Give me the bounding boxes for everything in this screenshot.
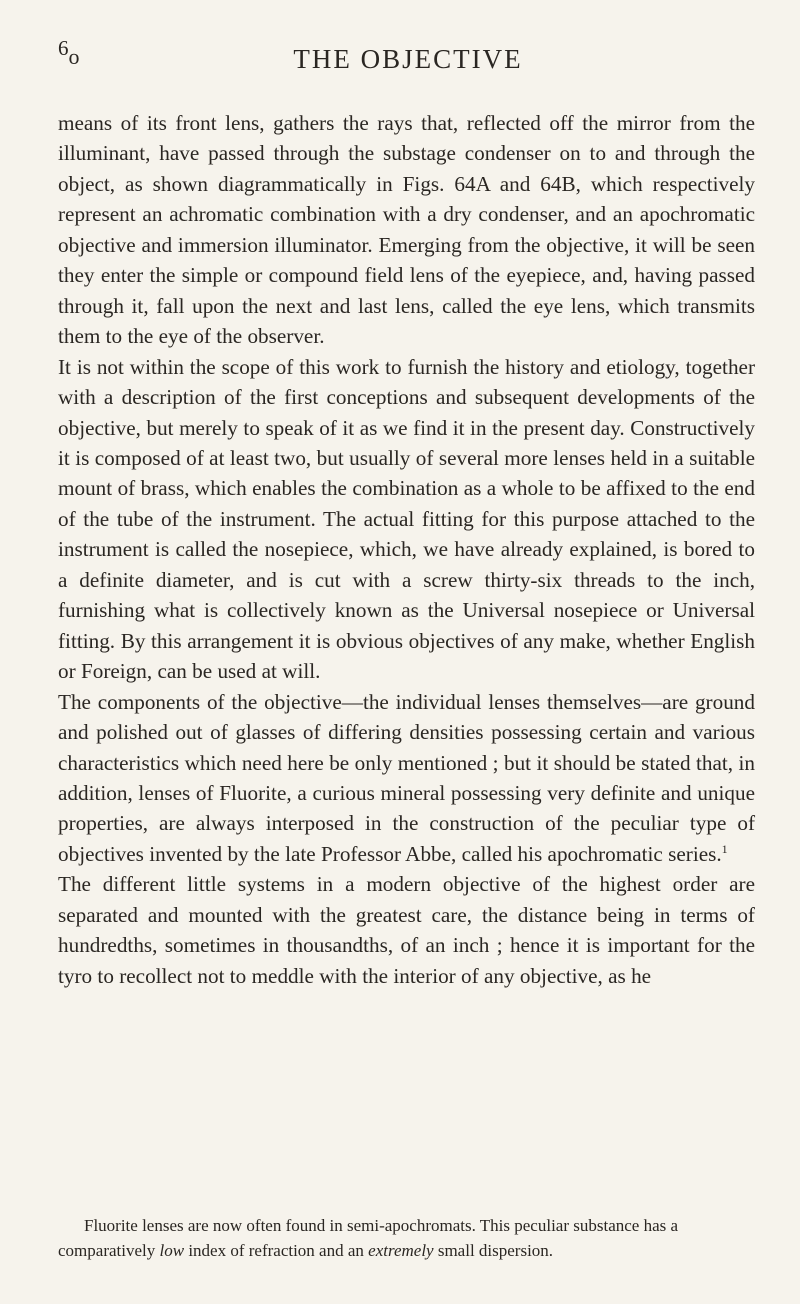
paragraph-3 xyxy=(58,687,755,870)
footnote-italic-extremely: extremely xyxy=(368,1241,434,1260)
footnote-marker: 1 xyxy=(721,841,728,856)
paragraph-4: The different little systems in a modern objective of the highest order are separated and mounted with the greatest care, the distance being in terms of hundredths, sometimes in thousandths, of an inch ; hence it is important for the tyro to recollect not to meddle with the interior of any objective, as he xyxy=(58,872,755,988)
page-number-suffix: o xyxy=(68,44,80,69)
body-text xyxy=(58,108,755,991)
footnote-text-2: index of refraction and an xyxy=(184,1241,369,1260)
paragraph-1: means of its front lens, gathers the rays that, reflected off the mirror from the illuminant, have passed through the substage condenser on to and through the object, as shown diagrammatically in Figs. 64A and 64B, which respectively represent an achromatic combination with a dry condenser, and an apochromatic objective and immersion illuminator. Emerging from the objective, it will be seen they enter the simple or compound field lens of the eyepiece, and, having passed through it, fall upon the next and last lens, called the eye lens, which transmits them to the eye of the observer. xyxy=(58,111,755,349)
page-header xyxy=(58,36,758,88)
footnote-italic-low: low xyxy=(159,1241,185,1260)
page-number-digit: 6 xyxy=(58,36,69,60)
running-title: THE OBJECTIVE xyxy=(293,44,523,74)
footnote xyxy=(58,1213,755,1263)
paragraph-2: It is not within the scope of this work to furnish the history and etiology, together with a description of the first conceptions and subsequent developments of the objective, but merely to speak of it as we find it in the present day. Constructively it is composed of at least two, but usually of several more lenses held in a suitable mount of brass, which enables the combination as a whole to be affixed to the end of the tube of the instrument. The actual fitting for this purpose attached to the instrument is called the nosepiece, which, we have already explained, is bored to a definite diameter, and is cut with a screw thirty-six threads to the inch, furnishing what is collectively known as the Universal nosepiece or Universal fitting. By this arrangement it is obvious objectives of any make, whether English or Foreign, can be used at will. xyxy=(58,354,755,684)
footnote-text-3: small dispersion. xyxy=(433,1241,554,1260)
footnote-text-1: Fluorite lenses are now often found in semi-apochromats. This peculiar substance has a comparatively xyxy=(58,1216,679,1260)
paragraph-3-text: The components of the objective—the individual lenses themselves—are ground and polished out of glasses of differing densities possessing certain and various characteristics which need here be only mentioned ; but it should be stated that, in addition, lenses of Fluorite, a curious mineral possessing very definite and unique properties, are always interposed in the construction of the peculiar type of objectives invented by the late Professor Abbe, called his apochromatic series. xyxy=(58,689,755,866)
